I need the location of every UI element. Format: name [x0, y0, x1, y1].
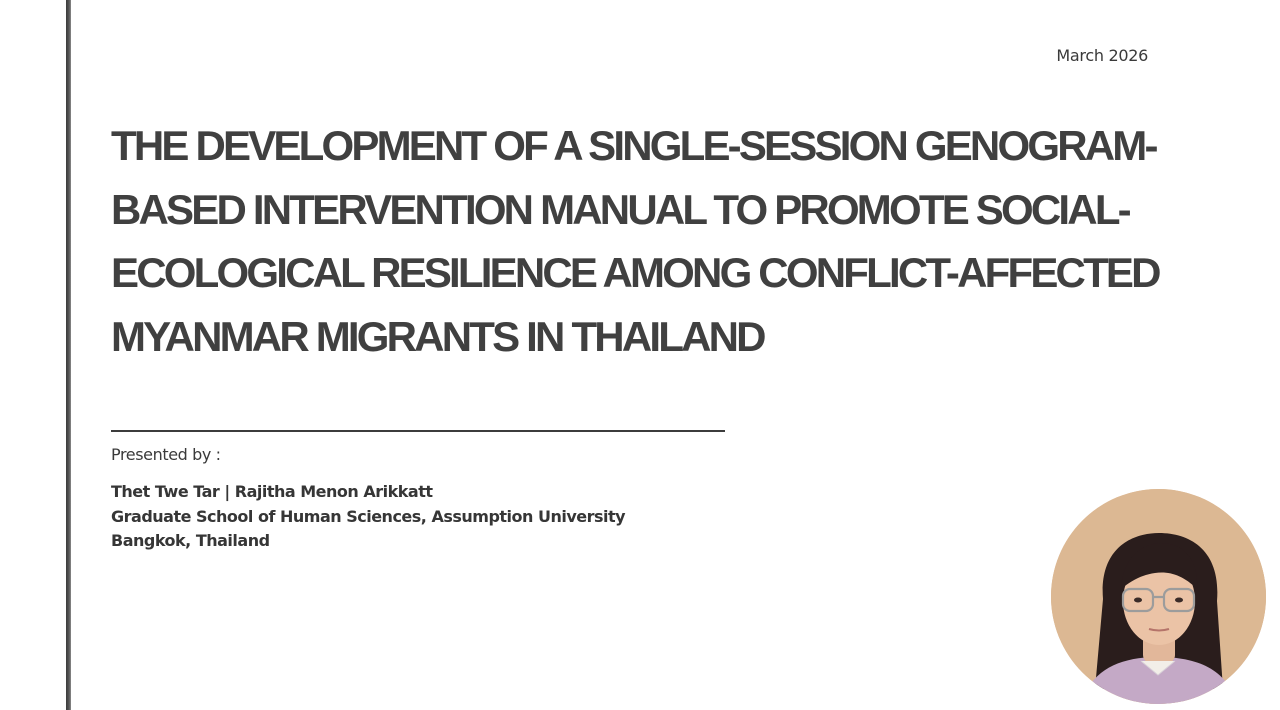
presenter-affiliation: Graduate School of Human Sciences, Assumption University: [111, 506, 626, 526]
title-line-2: BASED INTERVENTION MANUAL TO PROMOTE SOCIAL-: [111, 185, 1129, 233]
title-line-4: MYANMAR MIGRANTS IN THAILAND: [111, 312, 764, 360]
presenter-info: [111, 480, 625, 554]
title-line-1: THE DEVELOPMENT OF A SINGLE-SESSION GENOGRAM-: [111, 122, 1156, 169]
section-divider: [111, 430, 725, 432]
presenter-location: Bangkok, Thailand: [111, 531, 270, 550]
title-line-3: ECOLOGICAL RESILIENCE AMONG CONFLICT-AFFECTED: [111, 249, 1159, 296]
presented-by-label: Presented by :: [111, 445, 221, 464]
left-accent-bar: [66, 0, 71, 710]
slide-title: [111, 114, 1171, 368]
presenter-video-frame: [1051, 489, 1266, 704]
presenter-names: Thet Twe Tar | Rajitha Menon Arikkatt: [111, 482, 433, 501]
presenter-webcam-video[interactable]: [1051, 489, 1266, 704]
presentation-date: March 2026: [1056, 46, 1148, 65]
